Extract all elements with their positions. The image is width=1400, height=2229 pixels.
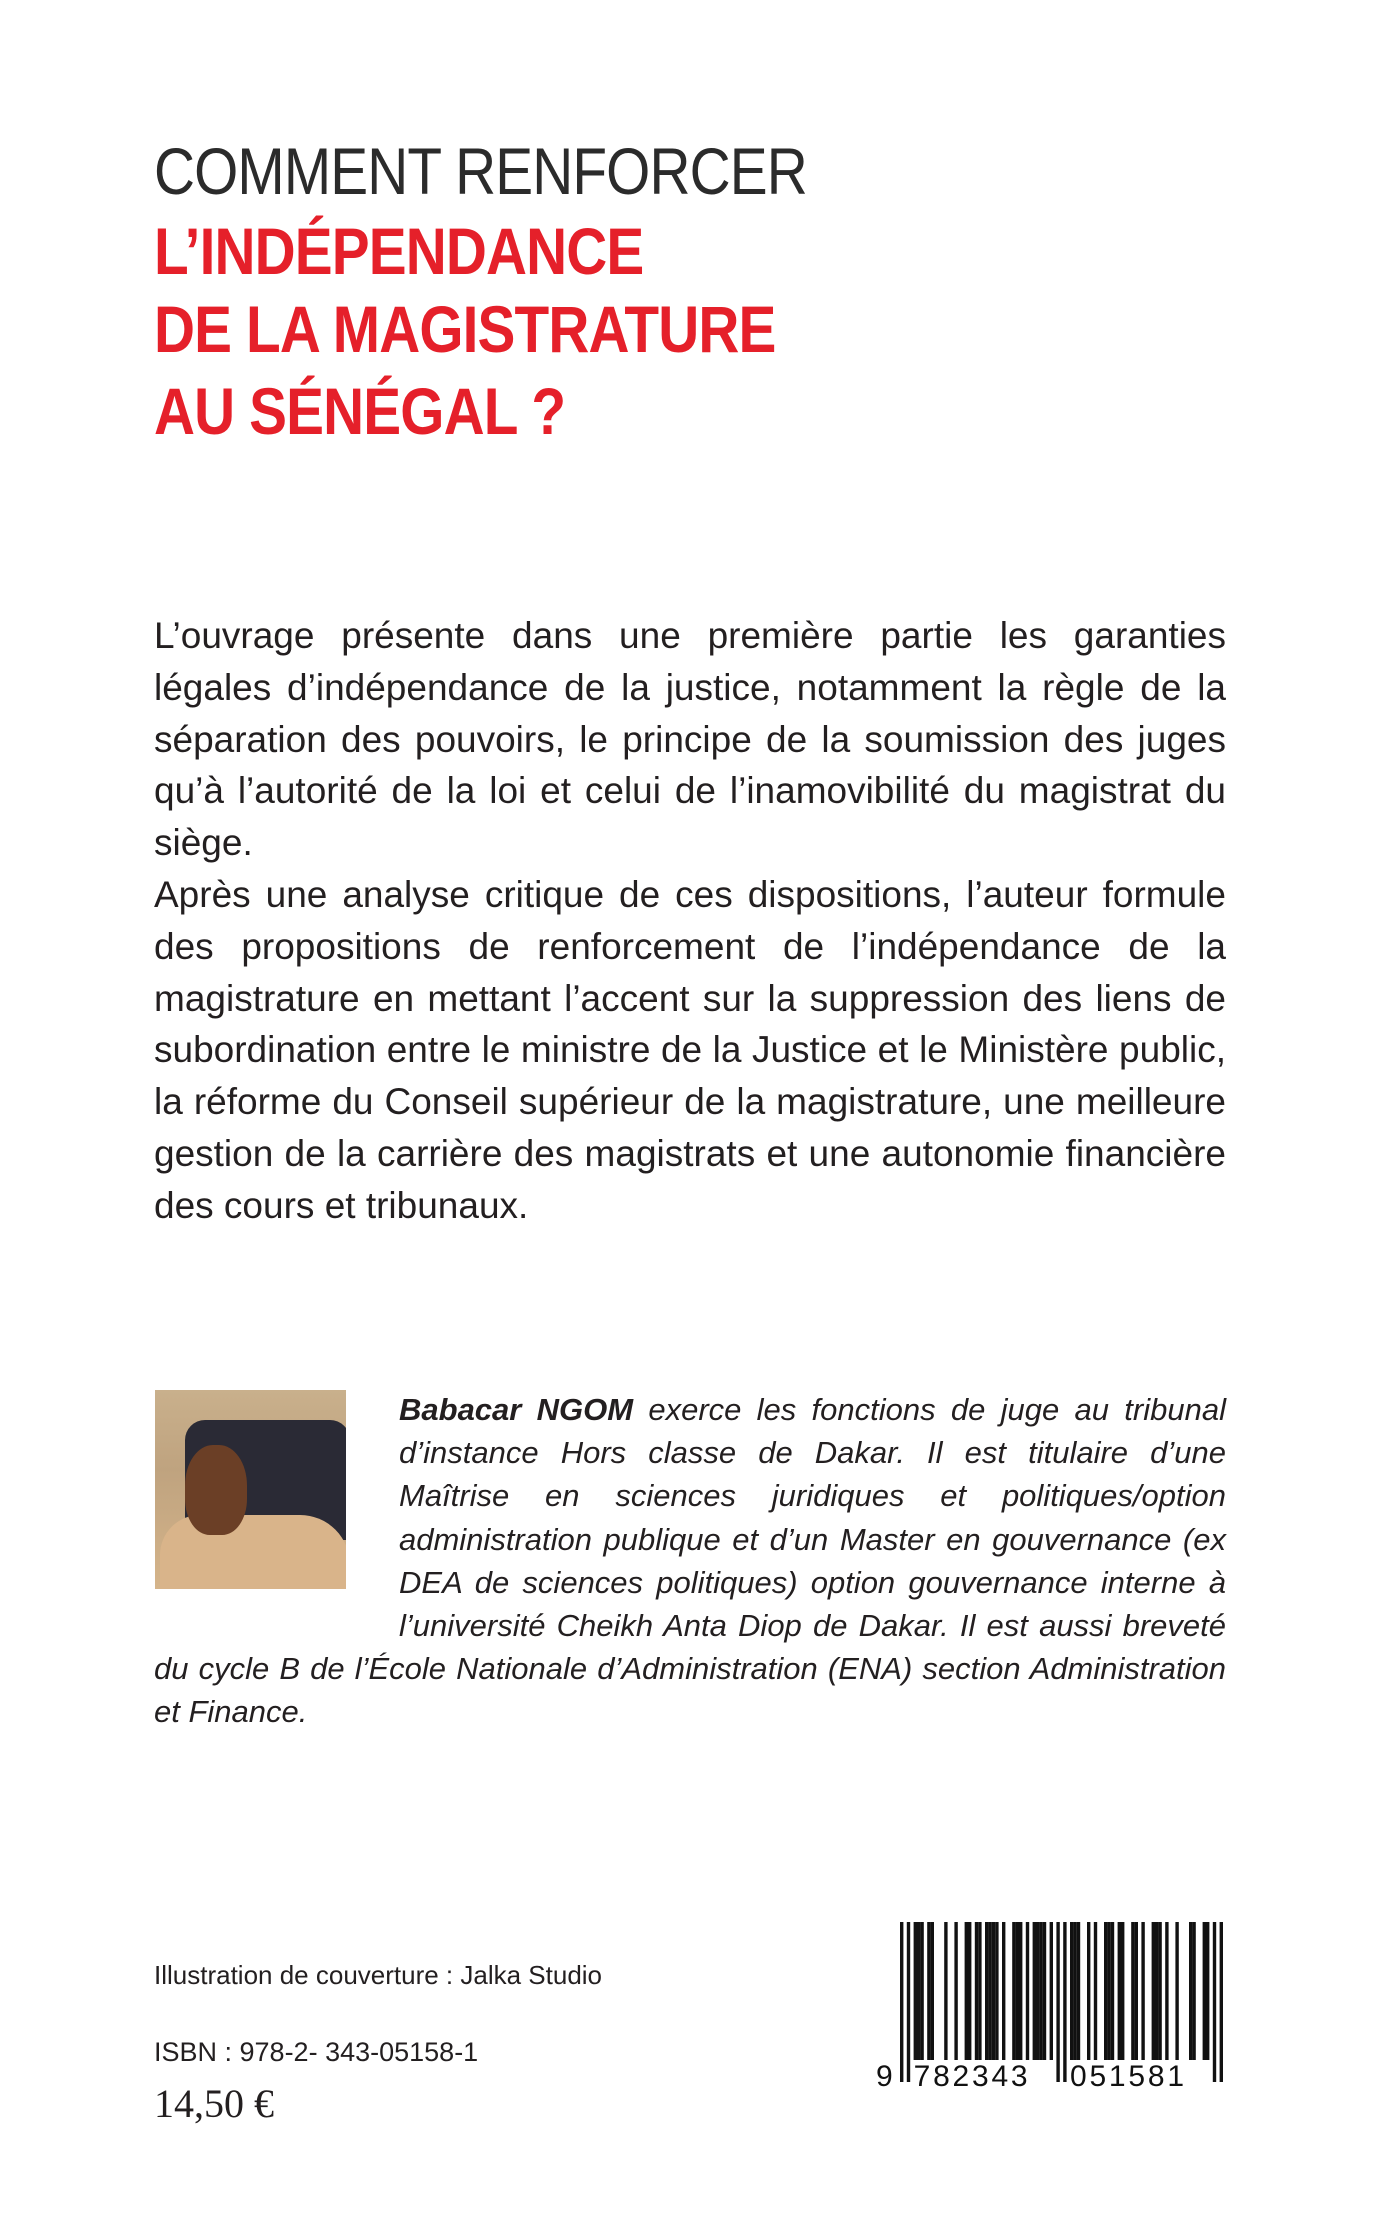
barcode-bar [1107, 1922, 1110, 2060]
barcode-bar [1039, 1922, 1042, 2060]
title-line-2: L’INDÉPENDANCE [154, 214, 644, 288]
barcode-bar [965, 1922, 968, 2060]
summary-paragraph-2: Après une analyse critique de ces dispositions, l’auteur formule des propositions de renforcement de l’indépendance de la magistrature en mettant l’accent sur la suppression des liens de subordination entre le ministre de la Justice et le Ministère public, la réforme du Conseil supérieur de la magistrature, une meilleure gestion de la carrière des magistrats et une autonomie financière des cours et tribunaux. [154, 873, 1226, 1226]
title-line-4: AU SÉNÉGAL ? [154, 374, 566, 448]
barcode-bar [978, 1922, 981, 2060]
barcode-bar [1152, 1922, 1155, 2060]
barcode-bar [1043, 1922, 1046, 2060]
price: 14,50 € [154, 2081, 274, 2126]
barcode-bar [995, 1922, 998, 2060]
barcode-bar [1192, 1922, 1195, 2060]
barcode-bar [992, 1922, 995, 2060]
barcode-bar [1026, 1922, 1029, 2060]
barcode-bar [1111, 1922, 1114, 2060]
illustration-credit: Illustration de couverture : Jalka Studio [154, 1960, 603, 1990]
barcode-bar [1104, 1922, 1107, 2060]
barcode-digits: 051581 [1070, 2060, 1184, 2090]
barcode-digits: 782343 [913, 2060, 1028, 2090]
barcode-bar [1019, 1922, 1022, 2060]
barcode-bar [975, 1922, 978, 2060]
barcode-bar [1012, 1922, 1015, 2060]
barcode-bar [1033, 1922, 1036, 2060]
summary-text [154, 610, 1226, 1232]
barcode-bar [1050, 1922, 1053, 2060]
barcode-bar [1073, 1922, 1076, 2060]
barcode-bar [927, 1922, 930, 2060]
barcode-bar [907, 1922, 910, 2082]
summary-paragraph-1: L’ouvrage présente dans une première partie les garanties légales d’indépendance de la justice, notamment la règle de la séparation des pouvoirs, le principe de la soumission des juges qu’à l’autorité de la loi et celui de l’inamovibilité du magistrat du siège. [154, 615, 1226, 864]
barcode-bar [944, 1922, 947, 2060]
author-bio-text: exerce les fonctions de juge au tribunal d’instance Hors classe de Dakar. Il est titulaire d’une Maîtrise en sciences juridiques et politiques/option administration publique et d’un Master en gouvernance (ex DEA de sciences politiques) option gouvernance interne à l’université Cheikh Anta Diop de Dakar. Il est aussi breveté du cycle B de l’École Nationale d’Administration (ENA) section Administration et Finance. [154, 1392, 1226, 1730]
author-bio [154, 1388, 1226, 1734]
barcode-bar [1203, 1922, 1206, 2060]
barcode-bar [1165, 1922, 1168, 2060]
barcode-bar [1056, 1922, 1059, 2082]
barcode-bar [1131, 1922, 1134, 2060]
barcode-bar [985, 1922, 988, 2060]
barcode-bar [1036, 1922, 1039, 2060]
barcode-bar [1077, 1922, 1080, 2060]
barcode-bar [1002, 1922, 1005, 2060]
barcode-bar [1087, 1922, 1090, 2060]
barcode-bar [1206, 1922, 1209, 2060]
isbn: ISBN : 978-2- 343-05158-1 [154, 2037, 479, 2067]
title-line-3: DE LA MAGISTRATURE [154, 292, 776, 366]
barcode-bar [1070, 1922, 1073, 2060]
barcode-bar [914, 1922, 917, 2060]
barcode-bar [1135, 1922, 1138, 2060]
barcode-bar [968, 1922, 971, 2060]
barcode [866, 1920, 1226, 2090]
barcode-bar [1121, 1922, 1124, 2060]
barcode-bar [1155, 1922, 1158, 2060]
barcode-bar [1189, 1922, 1192, 2060]
barcode-bar [1063, 1922, 1066, 2082]
barcode-bar [920, 1922, 923, 2060]
barcode-bar [988, 1922, 991, 2060]
barcode-bar [1141, 1922, 1144, 2060]
barcode-bar [1094, 1922, 1097, 2060]
title-line-1: COMMENT RENFORCER [154, 134, 807, 208]
barcode-bar [917, 1922, 920, 2060]
barcode-bar [1158, 1922, 1161, 2060]
barcode-bar [900, 1922, 903, 2082]
barcode-bar [1175, 1922, 1178, 2060]
barcode-bar [1118, 1922, 1121, 2060]
barcode-digits: 9 [876, 2060, 893, 2090]
barcode-bar [1213, 1922, 1216, 2082]
author-name: Babacar NGOM [399, 1392, 634, 1427]
barcode-bar [1016, 1922, 1019, 2060]
barcode-bar [954, 1922, 957, 2060]
barcode-bar [1220, 1922, 1223, 2082]
barcode-bar [931, 1922, 934, 2060]
